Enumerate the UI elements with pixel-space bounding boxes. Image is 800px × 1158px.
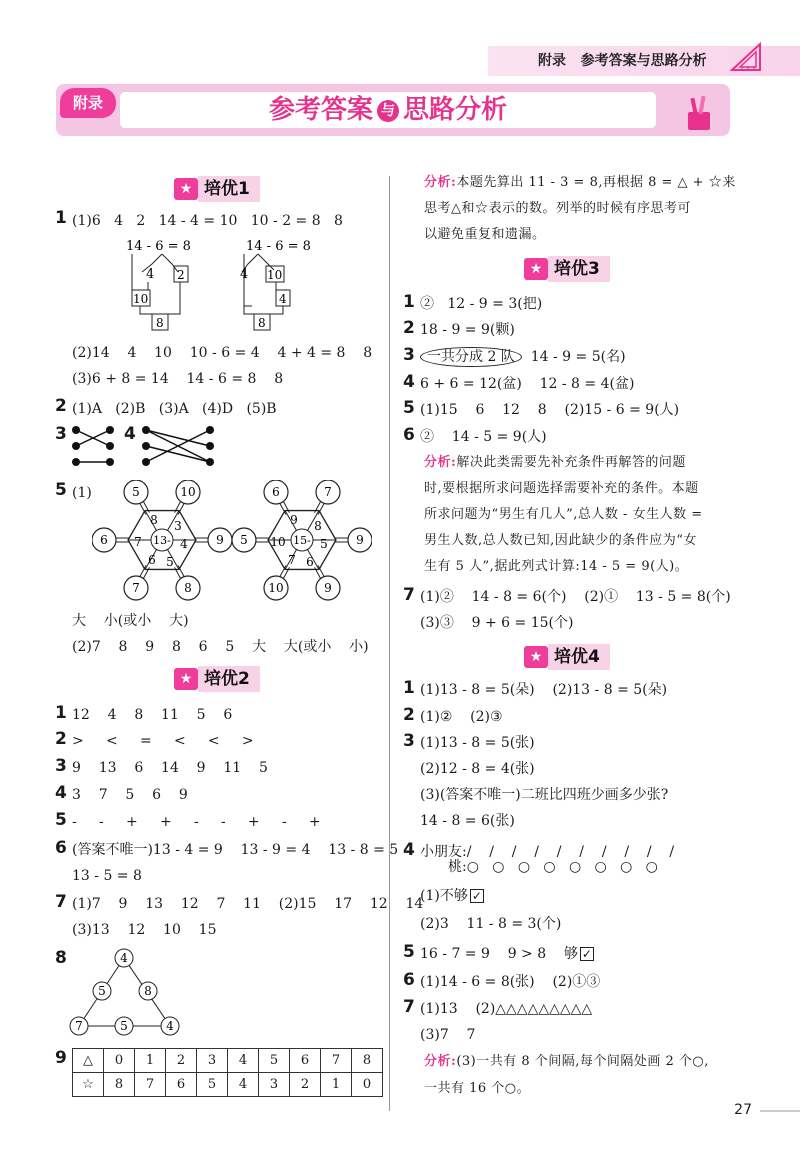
answer-line: 大 小(或小 大)	[72, 613, 189, 629]
answer-line: (1)	[72, 485, 92, 501]
q-number: 4	[124, 424, 136, 444]
section-header-p1: ★ 培优1	[174, 176, 264, 202]
svg-text:8: 8	[258, 316, 266, 330]
table-cell: 4	[228, 1049, 259, 1073]
triangle-node-number: 5	[98, 984, 106, 998]
answer-line: (2)7 8 9 8 6 5 大 大(或小 小)	[72, 639, 369, 655]
q-number: 5	[403, 942, 415, 962]
star-icon: ★	[524, 258, 548, 280]
hex-inner-number: 8	[314, 519, 322, 533]
appendix-tag: 附录	[60, 88, 116, 118]
analysis-line: 所求问题为“男生有几人”,总人数 - 女生人数 =	[424, 507, 703, 522]
answer-line: (答案不唯一)13 - 4 = 9 13 - 9 = 4 13 - 8 = 5	[72, 842, 399, 858]
answer-line: 14 - 8 = 6(张)	[420, 813, 515, 829]
decomposition-diagram	[118, 236, 338, 336]
answer-line: 9 13 6 14 9 11 5	[72, 760, 268, 776]
hex-inner-number: 5	[320, 537, 328, 551]
answer-line: (3)6 + 8 = 14 14 - 6 = 8 8	[72, 371, 284, 387]
svg-text:10: 10	[133, 292, 149, 306]
analysis-line: 思考△和☆表示的数。列举的时候有序思考可	[424, 201, 691, 216]
table-cell: 1	[135, 1049, 166, 1073]
analysis-line: 以避免重复和遗漏。	[424, 227, 546, 242]
answer-line: (1)15 6 12 8 (2)15 - 6 = 9(人)	[420, 402, 680, 418]
hex-inner-number: 5	[166, 555, 174, 569]
q-number: 5	[403, 398, 415, 418]
answer-line: 桃:○ ○ ○ ○ ○ ○ ○ ○	[448, 859, 658, 875]
svg-text:4: 4	[279, 292, 287, 306]
hex-inner-number: 4	[180, 537, 188, 551]
hex-inner-number: 7	[134, 535, 142, 549]
hex-inner-number: 6	[306, 555, 314, 569]
analysis-line: 生有 5 人”,据此列式计算:14 - 5 = 9(人)。	[424, 559, 689, 574]
table-cell: 4	[228, 1073, 259, 1097]
table-cell: 8	[352, 1049, 383, 1073]
hex-inner-number: 9	[290, 513, 298, 527]
hex-outer-number: 10	[180, 485, 196, 499]
hex-outer-number: 9	[216, 533, 224, 547]
table-cell: ☆	[73, 1073, 104, 1097]
q-number: 3	[55, 756, 67, 776]
svg-text:2: 2	[177, 268, 185, 282]
table-cell: 7	[321, 1049, 352, 1073]
answer-line: 16 - 7 = 9 9 > 8 够 ✓	[420, 946, 592, 962]
q-number: 7	[55, 892, 67, 912]
column-divider	[389, 176, 390, 1111]
triangle-number-diagram	[64, 944, 194, 1040]
q-number: 4	[403, 840, 415, 860]
hex-outer-number: 7	[324, 485, 332, 499]
matching-lines-q4	[140, 424, 216, 468]
hex-outer-number: 9	[356, 533, 364, 547]
analysis-note: 分析:本题先算出 11 - 3 = 8,再根据 8 = △ + ☆来	[424, 175, 736, 190]
table-cell: 6	[290, 1049, 321, 1073]
section-header-p3: ★ 培优3	[524, 256, 614, 282]
q-number: 2	[403, 705, 415, 725]
table-cell: 5	[197, 1073, 228, 1097]
answer-line: (1)13 - 8 = 5(朵) (2)13 - 8 = 5(朵)	[420, 682, 668, 698]
q-number: 1	[55, 208, 67, 228]
svg-text:4: 4	[146, 267, 155, 282]
peach-marks: ○ ○ ○ ○ ○ ○ ○ ○	[466, 859, 658, 875]
svg-text:10: 10	[267, 268, 283, 282]
svg-text:4: 4	[240, 267, 249, 282]
triangle-node-number: 7	[75, 1019, 83, 1033]
analysis-note: 分析:(3)一共有 8 个间隔,每个间隔处画 2 个○,	[424, 1054, 709, 1069]
analysis-note: 分析:解决此类需要先补充条件再解答的问题	[424, 455, 686, 470]
answer-line: 一共分成 2 队 14 - 9 = 5(名)	[420, 348, 626, 366]
answer-line: (1)6 4 2 14 - 4 = 10 10 - 2 = 8 8	[72, 213, 343, 229]
answer-line: (1)② 14 - 8 = 6(个) (2)① 13 - 5 = 8(个)	[420, 589, 731, 605]
star-icon: ★	[174, 668, 198, 690]
q-number: 6	[55, 838, 67, 858]
table-cell: 3	[259, 1073, 290, 1097]
star-icon: ★	[524, 646, 548, 668]
table-cell: 0	[104, 1049, 135, 1073]
triangle-node-number: 4	[120, 951, 128, 965]
table-cell: △	[73, 1049, 104, 1073]
q-number: 5	[55, 810, 67, 830]
section-header-p2: ★ 培优2	[174, 666, 264, 692]
q-number: 7	[403, 997, 415, 1017]
answer-line: (3)(答案不唯一)二班比四班少画多少张?	[420, 787, 669, 803]
q-number: 1	[55, 703, 67, 723]
ruler-triangle-icon	[728, 40, 764, 76]
table-cell: 0	[352, 1073, 383, 1097]
q-number: 6	[403, 425, 415, 445]
answer-line: (3)③ 9 + 6 = 15(个)	[420, 615, 574, 631]
table-cell: 2	[290, 1073, 321, 1097]
q-number: 4	[403, 372, 415, 392]
svg-text:14 - 6 = 8: 14 - 6 = 8	[126, 239, 191, 254]
answer-line: > < = < < >	[72, 733, 254, 749]
table-cell: 1	[321, 1073, 352, 1097]
answer-line: 18 - 9 = 9(颗)	[420, 322, 515, 338]
star-icon: ★	[174, 178, 198, 200]
answer-line: ② 12 - 9 = 3(把)	[420, 296, 543, 312]
hex-outer-number: 5	[240, 533, 248, 547]
q-number: 6	[403, 970, 415, 990]
answer-table	[72, 1048, 383, 1097]
q-number: 1	[403, 678, 415, 698]
page-number: 27	[734, 1102, 752, 1118]
hex-inner-number: 6	[148, 553, 156, 567]
triangle-node-number: 5	[120, 1019, 128, 1033]
answer-line: ② 14 - 5 = 9(人)	[420, 429, 547, 445]
hex-outer-number: 10	[268, 581, 284, 595]
svg-text:8: 8	[156, 316, 164, 330]
answer-line: (1)13 - 8 = 5(张)	[420, 735, 535, 751]
kid-marks: / / / / / / / / / /	[466, 844, 675, 860]
footer-bar	[760, 1110, 800, 1112]
page-title: 参考答案 与 思路分析	[268, 95, 508, 125]
pencil-cup-icon	[680, 94, 720, 134]
answer-line: (2)14 4 10 10 - 6 = 4 4 + 4 = 8 8	[72, 345, 373, 361]
q-number: 9	[55, 1048, 67, 1068]
hex-outer-number: 6	[100, 533, 108, 547]
section-header-p4: ★ 培优4	[524, 644, 614, 670]
q-number: 3	[403, 731, 415, 751]
hex-inner-number: 8	[150, 513, 158, 527]
table-cell: 2	[166, 1049, 197, 1073]
answer-line: (1)不够 ✓	[420, 888, 482, 904]
matching-lines-q3	[70, 424, 120, 468]
hex-inner-number: 10	[270, 535, 286, 549]
svg-text:14 - 6 = 8: 14 - 6 = 8	[246, 239, 311, 254]
hex-center: 15-	[293, 534, 311, 547]
triangle-node-number: 8	[144, 984, 152, 998]
q-number: 8	[55, 948, 67, 968]
q-number: 5	[55, 480, 67, 500]
table-cell: 6	[166, 1073, 197, 1097]
hex-outer-number: 5	[132, 485, 140, 499]
checkmark-icon: ✓	[581, 947, 592, 961]
answer-line: (3)13 12 10 15	[72, 922, 217, 938]
analysis-line: 一共有 16 个○。	[424, 1081, 531, 1096]
checkmark-icon: ✓	[471, 889, 482, 903]
answer-line: (1)14 - 6 = 8(张) (2)①③	[420, 974, 601, 990]
running-header: 附录 参考答案与思路分析	[538, 53, 707, 69]
q-number: 7	[403, 585, 415, 605]
hex-center: 13-	[153, 534, 171, 547]
answer-line: (1)② (2)③	[420, 709, 503, 725]
q-number: 4	[55, 783, 67, 803]
q-number: 3	[403, 345, 415, 365]
table-cell: 7	[135, 1073, 166, 1097]
table-cell: 8	[104, 1073, 135, 1097]
answer-line: 小朋友:/ / / / / / / / / /	[420, 844, 675, 860]
hex-inner-number: 7	[288, 553, 296, 567]
analysis-line: 时,要根据所求问题选择需要补充的条件。本题	[424, 481, 699, 496]
hexagon-diagrams	[92, 480, 372, 602]
answer-line: 12 4 8 11 5 6	[72, 707, 233, 723]
answer-line: (3)7 7	[420, 1027, 476, 1043]
hex-outer-number: 7	[132, 581, 140, 595]
answer-line: (1)A (2)B (3)A (4)D (5)B	[72, 401, 277, 417]
triangle-node-number: 4	[166, 1019, 174, 1033]
table-cell: 5	[259, 1049, 290, 1073]
q-number: 1	[403, 292, 415, 312]
q-number: 2	[403, 318, 415, 338]
answer-line: - - + + - - + - +	[72, 814, 321, 830]
hex-outer-number: 8	[184, 581, 192, 595]
answer-line: 6 + 6 = 12(盆) 12 - 8 = 4(盆)	[420, 376, 635, 392]
q-number: 3	[55, 424, 67, 444]
table-cell: 3	[197, 1049, 228, 1073]
circled-answer: 一共分成 2 队	[420, 347, 522, 367]
analysis-line: 男生人数,总人数已知,因此缺少的条件应为“女	[424, 533, 697, 548]
answer-line: (2)3 11 - 8 = 3(个)	[420, 916, 562, 932]
answer-line: (1)7 9 13 12 7 11 (2)15 17 12 14	[72, 896, 424, 912]
answer-line: (2)12 - 8 = 4(张)	[420, 761, 535, 777]
answer-line: 13 - 5 = 8	[72, 868, 142, 884]
answer-line: 3 7 5 6 9	[72, 787, 188, 803]
hex-outer-number: 6	[272, 485, 280, 499]
hex-inner-number: 3	[174, 519, 182, 533]
q-number: 2	[55, 396, 67, 416]
hex-outer-number: 9	[324, 581, 332, 595]
q-number: 2	[55, 729, 67, 749]
answer-line: (1)13 (2)△△△△△△△△△	[420, 1001, 593, 1017]
